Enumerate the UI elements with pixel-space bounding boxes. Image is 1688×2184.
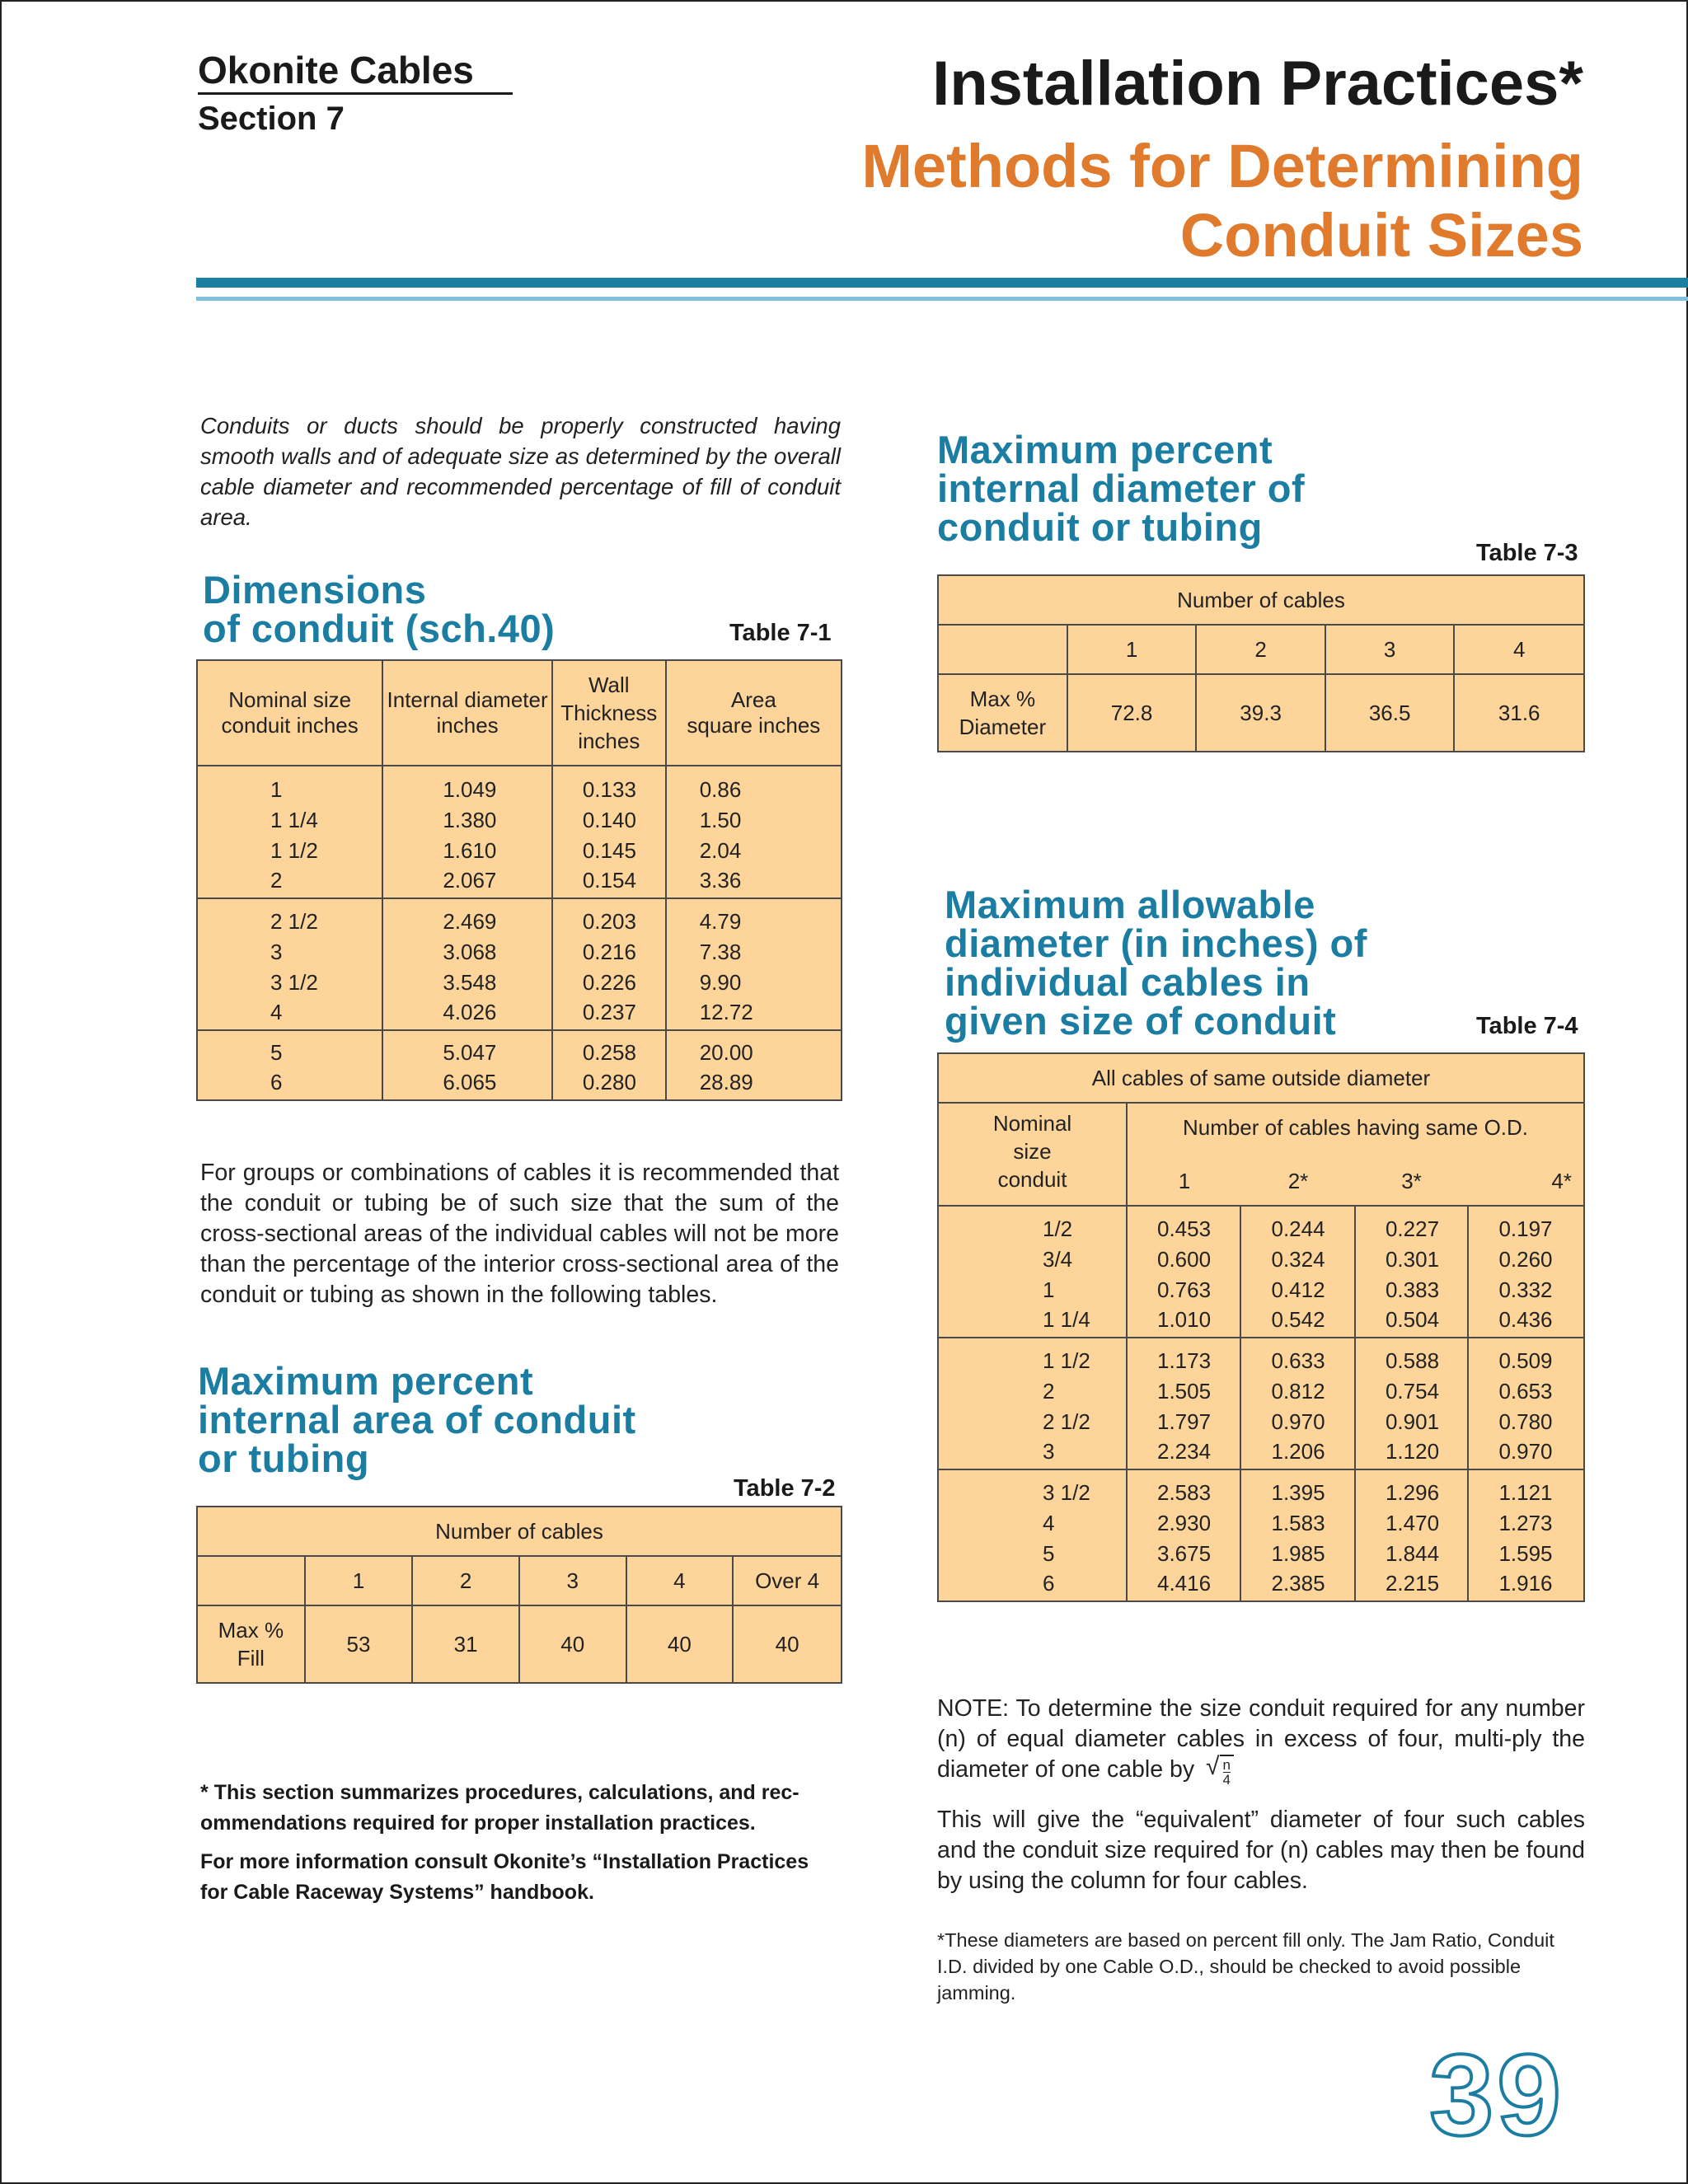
footnote [200,1778,809,1908]
table3-empty-header [938,625,1067,674]
table4-col4-cell [1468,1206,1584,1338]
fraction [1220,1755,1234,1787]
table2-value: 40 [626,1605,734,1683]
table4-col2-cell [1240,1206,1354,1338]
table3-value-row [938,674,1584,752]
table2-col-header: 1 [305,1556,413,1605]
cell-value: 0.436 [1498,1307,1553,1333]
header-line: square inches [687,713,821,738]
cell-value: 2 [270,868,283,893]
table4-col4-cell [1468,1338,1584,1469]
cell-value: 0.970 [1271,1408,1325,1434]
cell-value: 0.412 [1271,1277,1325,1302]
cell-value: 1.797 [1157,1408,1212,1434]
table1-heading-line-2: of conduit (sch.40) [203,607,556,650]
table3-top-header: Number of cables [938,575,1584,625]
cell-value: 0.542 [1271,1307,1325,1333]
table2-value: 53 [305,1605,413,1683]
table3-col-header: 2 [1196,625,1325,674]
cell-value: 2.067 [443,868,497,893]
cell-value: 1.985 [1271,1540,1325,1566]
cell-value: 1 1/4 [270,807,318,832]
table4-col1-cell [1127,1338,1240,1469]
note-paragraph-2: This will give the “equivalent” diameter of four such cables and the conduit size required for (n) cables may then be found by using the column for four cables. [937,1807,1585,1894]
table4-col3-cell [1355,1338,1468,1469]
table4-heading [945,883,1367,1043]
cell-value: 2 [1043,1378,1055,1404]
page-subtitle [861,132,1583,270]
note-text: NOTE: To determine the size conduit required for any number (n) of equal diameter cables in excess of four, multi-ply the diameter of one cable by [937,1695,1585,1783]
cell-value: 0.260 [1498,1246,1553,1272]
table1-group-2 [197,898,842,1030]
table1-heading [203,570,555,648]
header-rule-thin [196,297,1688,301]
table1-nominal-cell [197,898,382,1030]
table1-group-1 [197,766,842,898]
header-rule-thick [196,278,1688,288]
table1-internal-cell [382,766,552,898]
cell-value: 2.930 [1157,1510,1212,1535]
table1-label: Table 7-1 [729,620,832,646]
table4-group-2 [938,1338,1584,1469]
cell-value: 2.234 [1157,1439,1212,1465]
table4-col1-cell [1127,1469,1240,1601]
cell-value: 0.301 [1385,1246,1440,1272]
header-line: Internal diameter [387,687,548,712]
cell-value: 1.610 [443,837,497,863]
table4-heading-line-3: individual cables in [945,960,1311,1004]
cell-value: 3 [270,939,283,964]
table4-col2-cell [1240,1469,1354,1601]
cell-value: 1.120 [1385,1439,1440,1465]
table2-label: Table 7-2 [734,1475,836,1502]
table2-value-row [197,1605,842,1683]
note-paragraph [937,1694,1585,1787]
table2-top-header: Number of cables [197,1507,842,1556]
cell-value: 1.470 [1385,1510,1440,1535]
cell-value: 0.227 [1385,1216,1440,1242]
header-line: conduit [997,1167,1067,1192]
table4-nominal-cell [938,1206,1127,1338]
table4-heading-line-1: Maximum allowable [945,883,1315,926]
cell-value: 5 [270,1039,283,1065]
cell-value: 0.600 [1157,1246,1212,1272]
table2-heading-line-3: or tubing [198,1436,370,1480]
cell-value: 3/4 [1043,1246,1073,1272]
table2-heading-line-2: internal area of conduit [198,1398,636,1441]
cell-value: 0.633 [1271,1348,1325,1374]
fraction-numerator: n [1222,1757,1231,1773]
table1-header-area [666,660,842,766]
cell-value: 3 1/2 [270,969,318,995]
sqrt-sign: √ [1206,1753,1220,1780]
cell-value: 0.140 [582,807,636,832]
table4-nominal-cell [938,1338,1127,1469]
subtitle-line-1: Methods for Determining [861,132,1583,200]
table2-col-header: Over 4 [733,1556,842,1605]
table2-value: 31 [412,1605,519,1683]
cell-value: 7.38 [699,939,742,964]
brand-underline [198,92,513,95]
subtitle-line-2: Conduit Sizes [1179,201,1583,269]
cell-value: 12.72 [699,1000,753,1025]
table2-value: 40 [733,1605,842,1683]
cell-value: 2.04 [699,837,742,863]
table4-col-headers [1128,1169,1583,1194]
row-label-line: Max % [218,1618,284,1643]
table3-col-header: 4 [1454,625,1584,674]
table2-empty-header [197,1556,305,1605]
table2-heading-line-1: Maximum percent [198,1359,534,1403]
table-7-3 [937,574,1585,752]
asterisk-note: *These diameters are based on percent fill only. The Jam Ratio, Conduit I.D. divided by one Cable O.D., should be checked to avoid possible jamming. [937,1929,1554,2004]
table4-sub-header: Number of cables having same O.D. [1182,1115,1529,1140]
cell-value: 4 [270,1000,283,1025]
table1-group-3 [197,1030,842,1100]
cell-value: 4.79 [699,909,742,935]
cell-value: 6 [1043,1571,1055,1596]
table3-col-header: 1 [1067,625,1197,674]
page-title: Installation Practices* [932,49,1583,119]
table2-row-label [197,1605,305,1683]
cell-value: 0.763 [1157,1277,1212,1302]
table-7-1 [196,659,842,1101]
cell-value: 0.244 [1271,1216,1325,1242]
table3-value: 72.8 [1067,674,1197,752]
table4-col3-cell [1355,1469,1468,1601]
cell-value: 0.509 [1498,1348,1553,1374]
table4-column-header-row [938,1103,1584,1206]
cell-value: 0.86 [699,777,742,803]
table4-top-header-row [938,1053,1584,1103]
cell-value: 28.89 [699,1070,753,1095]
cell-value: 1.595 [1498,1540,1553,1566]
table2-col-header: 3 [519,1556,626,1605]
table4-heading-line-2: diameter (in inches) of [945,921,1367,965]
table1-wall-cell [552,898,666,1030]
table1-header-nominal [197,660,382,766]
table4-col2-cell [1240,1338,1354,1469]
cell-value: 2 1/2 [1043,1408,1090,1434]
cell-value: 0.203 [582,909,636,935]
cell-value: 1.844 [1385,1540,1440,1566]
cell-value: 0.653 [1498,1378,1553,1404]
header-line: inches [578,729,640,753]
footnote-line: ommendations required for proper installation practices. [200,1811,756,1835]
cell-value: 1 [1043,1277,1055,1302]
table3-top-header-row [938,575,1584,625]
cell-value: 1.049 [443,777,497,803]
section-label: Section 7 [198,101,345,137]
table2-top-header-row [197,1507,842,1556]
table3-value: 31.6 [1454,674,1584,752]
cell-value: 2.215 [1385,1571,1440,1596]
cell-value: 0.133 [582,777,636,803]
header-line: Wall [588,673,630,697]
row-label-line: Diameter [959,715,1047,739]
cell-value: 0.197 [1498,1216,1553,1242]
row-label-line: Fill [237,1646,265,1671]
table3-value: 39.3 [1196,674,1325,752]
cell-value: 20.00 [699,1039,753,1065]
cell-value: 0.780 [1498,1408,1553,1434]
sqrt-n-over-4 [1206,1755,1234,1787]
cell-value: 0.154 [582,868,636,893]
table3-col-header: 3 [1325,625,1455,674]
table3-column-header-row [938,625,1584,674]
table3-heading-line-3: conduit or tubing [937,505,1263,549]
table4-top-header: All cables of same outside diameter [938,1053,1584,1103]
table1-nominal-cell [197,766,382,898]
header-line: size [1013,1139,1052,1164]
fraction-denominator: 4 [1222,1772,1231,1788]
table4-col-header: 3* [1401,1169,1422,1193]
cell-value: 0.504 [1385,1307,1440,1333]
cell-value: 2 1/2 [270,909,318,935]
table-7-2 [196,1506,842,1684]
cell-value: 1.505 [1157,1378,1212,1404]
cell-value: 1.296 [1385,1480,1440,1506]
table3-value: 36.5 [1325,674,1455,752]
brand-name: Okonite Cables [198,49,474,91]
table4-col-header: 2* [1287,1169,1309,1193]
table4-nominal-cell [938,1469,1127,1601]
table4-label: Table 7-4 [1476,1013,1578,1039]
cell-value: 3.675 [1157,1540,1212,1566]
table4-group-3 [938,1469,1584,1601]
cell-value: 0.812 [1271,1378,1325,1404]
cell-value: 0.237 [582,1000,636,1025]
table1-internal-cell [382,898,552,1030]
table1-header-row [197,660,842,766]
table1-wall-cell [552,1030,666,1100]
table3-heading [937,428,1306,549]
cell-value: 6.065 [443,1070,497,1095]
table4-od-header [1127,1103,1584,1206]
cell-value: 1.395 [1271,1480,1325,1506]
cell-value: 2.385 [1271,1571,1325,1596]
cell-value: 1 [270,777,283,803]
cell-value: 0.383 [1385,1277,1440,1302]
cell-value: 1 1/2 [270,837,318,863]
table1-wall-cell [552,766,666,898]
cell-value: 1.173 [1157,1348,1212,1374]
cell-value: 1.50 [699,807,742,832]
cell-value: 4.026 [443,1000,497,1025]
cell-value: 9.90 [699,969,742,995]
table4-col-header: 1 [1178,1169,1191,1193]
cell-value: 5 [1043,1540,1055,1566]
header-line: inches [436,713,499,738]
cell-value: 1.916 [1498,1571,1553,1596]
table1-internal-cell [382,1030,552,1100]
cell-value: 0.901 [1385,1408,1440,1434]
header-line: Thickness [560,701,658,725]
cell-value: 1 1/2 [1043,1348,1090,1374]
table3-row-label [938,674,1067,752]
page-number: 39 [1429,2030,1564,2159]
header-line: Nominal size [228,687,352,712]
table2-heading [198,1361,636,1478]
groups-paragraph: For groups or combinations of cables it is recommended that the conduit or tubing be of such size that the sum of the cross-sectional areas of the individual cables will not be more than the percentage of the interior cross-sectional area of the conduit or tubing as shown in the following tables. [200,1160,839,1308]
header-line: Area [730,687,776,712]
table4-col4-cell [1468,1469,1584,1601]
cell-value: 0.226 [582,969,636,995]
table3-heading-line-1: Maximum percent [937,428,1273,471]
table-7-4 [937,1052,1585,1602]
cell-value: 0.970 [1498,1439,1553,1465]
table4-group-1 [938,1206,1584,1338]
cell-value: 1.273 [1498,1510,1553,1535]
table4-col1-cell [1127,1206,1240,1338]
cell-value: 0.258 [582,1039,636,1065]
cell-value: 6 [270,1070,283,1095]
table2-col-header: 2 [412,1556,519,1605]
footnote-line: * This section summarizes procedures, calculations, and rec- [200,1781,799,1804]
table3-heading-line-2: internal diameter of [937,466,1306,510]
cell-value: 1.380 [443,807,497,832]
cell-value: 3 [1043,1439,1055,1465]
footnote-line: For more information consult Okonite’s “Installation Practices [200,1850,809,1873]
cell-value: 1.010 [1157,1307,1212,1333]
cell-value: 0.145 [582,837,636,863]
cell-value: 3 1/2 [1043,1480,1090,1506]
cell-value: 1.583 [1271,1510,1325,1535]
footnote-line: for Cable Raceway Systems” handbook. [200,1881,594,1904]
cell-value: 0.324 [1271,1246,1325,1272]
cell-value: 1.121 [1498,1480,1553,1506]
cell-value: 3.548 [443,969,497,995]
cell-value: 0.332 [1498,1277,1553,1302]
intro-paragraph: Conduits or ducts should be properly constructed having smooth walls and of adequate size as determined by the overall cable diameter and recommended percentage of fill of conduit area. [200,413,841,530]
header-line: Nominal [992,1111,1072,1136]
cell-value: 0.216 [582,939,636,964]
cell-value: 1/2 [1043,1216,1073,1242]
cell-value: 4.416 [1157,1571,1212,1596]
table1-heading-line-1: Dimensions [203,568,427,612]
cell-value: 1 1/4 [1043,1307,1090,1333]
table1-area-cell [666,1030,842,1100]
table1-area-cell [666,898,842,1030]
table1-nominal-cell [197,1030,382,1100]
cell-value: 1.206 [1271,1439,1325,1465]
table2-value: 40 [519,1605,626,1683]
cell-value: 0.453 [1157,1216,1212,1242]
cell-value: 0.280 [582,1070,636,1095]
cell-value: 2.583 [1157,1480,1212,1506]
cell-value: 0.588 [1385,1348,1440,1374]
table3-label: Table 7-3 [1476,540,1578,566]
table1-header-wall [552,660,666,766]
cell-value: 4 [1043,1510,1055,1535]
header-line: conduit inches [221,713,359,738]
table4-col3-cell [1355,1206,1468,1338]
table2-column-header-row [197,1556,842,1605]
row-label-line: Max % [969,687,1036,711]
table1-area-cell [666,766,842,898]
table2-col-header: 4 [626,1556,734,1605]
table4-col-header: 4* [1551,1169,1572,1193]
cell-value: 5.047 [443,1039,497,1065]
table4-nominal-header [938,1103,1127,1206]
cell-value: 3.36 [699,868,742,893]
table4-heading-line-4: given size of conduit [945,999,1337,1043]
cell-value: 3.068 [443,939,497,964]
table1-header-internal [382,660,552,766]
cell-value: 2.469 [443,909,497,935]
cell-value: 0.754 [1385,1378,1440,1404]
